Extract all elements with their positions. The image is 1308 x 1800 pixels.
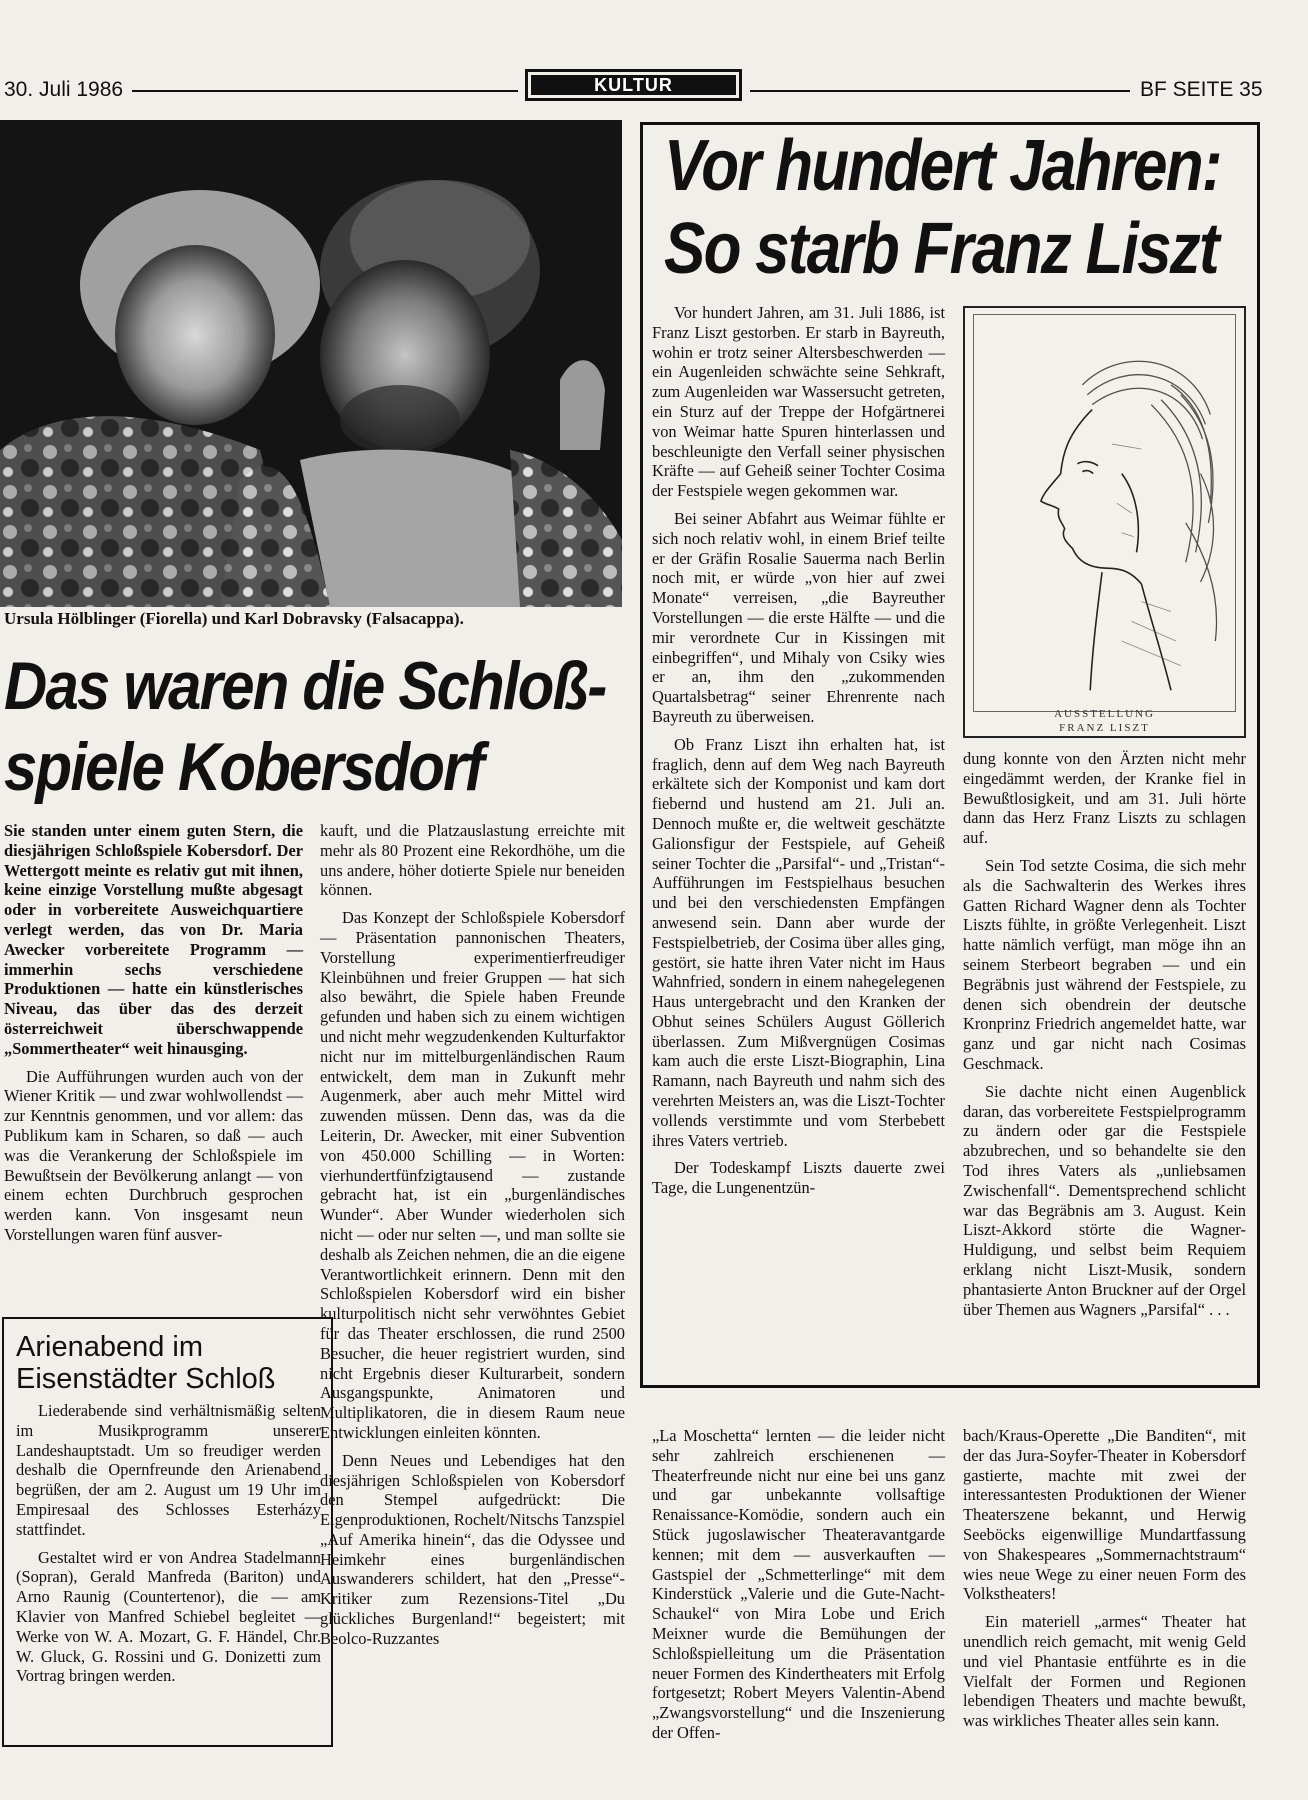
liszt-illustration — [963, 306, 1246, 738]
liszt-column-1 — [652, 303, 945, 1198]
article-para: „La Moschetta“ lernten — die leider nicht sehr zahlreich erschienenen — Theaterfreunde nicht nur eine bei uns ganz und gar unbekannte vollsaftige Renaissance-Komödie, sondern auch ein Stück jugoslawischer Theateravantgarde kennen; mit dem — ausverkauften — Gastspiel der „Schmetterlinge“ mit dem Kinderstück „Valerie und die Gute-Nacht-Schaukel“ von Mira Lobe und Erich Meixner wurde die Bemühungen der Schloßspielleitung um die Präsentation neuer Formen des Kindertheaters mit Erfolg fortgesetzt; Robert Meyers Valentin-Abend „Zwangsvorstellung“ und die Inszenierung der Offen- — [652, 1426, 945, 1742]
arienabend-para: Liederabende sind verhältnismäßig selten im Musikprogramm unserer Landeshauptstadt. Um so freudiger werden deshalb die Opernfreunde den Arienabend begrüßen, der am 2. August um 19 Uhr im Empiresaal des Schlosses Esterházy stattfindet. — [16, 1401, 321, 1539]
liszt-headline-line1: Vor hundert Jahren: — [664, 126, 1221, 206]
liszt-para: Sie dachte nicht einen Augenblick daran, das vorbereitete Festspielprogramm zu ändern oder gar die Festspiele abzubrechen, und so behandelte sie den Tod ihres Vaters als „unliebsamen Zwischenfall“. Dementsprechend schlicht war das Begräbnis am 3. August. Kein Liszt-Akkord störte die Wagner-Huldigung, und selbst beim Requiem erklang nicht Liszt-Musik, sondern phantasierte Anton Bruckner auf der Orgel über Themen aus Wagners „Parsifal“ . . . — [963, 1081, 1246, 1319]
schlossspiele-column-2 — [320, 821, 625, 1649]
liszt-column-2 — [963, 749, 1246, 1319]
photo-illustration — [0, 120, 622, 607]
section-label: KULTUR — [531, 75, 736, 95]
article-para: Denn Neues und Lebendiges hat den diesjährigen Schloßspielen von Kobersdorf den Stempel aufgedrückt: Die Eigenproduktionen, Rochelt/Nitschs Tanzspiel „Auf Amerika hinein“, das die Odyssee und Heimkehr eines burgenländischen Auswanderers schildert, hat den „Presse“-Kritiker zum Rezensions-Titel „Du glückliches Burgenland!“ begeistert; mit Beolco-Ruzzantes — [320, 1450, 625, 1648]
liszt-para: Sein Tod setzte Cosima, die sich mehr als die Sachwalterin des Werkes ihres Gatten Richard Wagner denn als Tochter Liszts fühlte, in größte Verlegenheit. Liszt hatte nämlich verfügt, man möge ihn an seinem Sterbeort begraben — und ein Begräbnis just während der Festspiele, zu denen sich obendrein der deutsche Kronprinz Friedrich angemeldet hatte, war ganz und gar nicht nach Cosimas Geschmack. — [963, 855, 1246, 1073]
liszt-para: Vor hundert Jahren, am 31. Juli 1886, ist Franz Liszt gestorben. Er starb in Bayreuth, wohin er trotz seiner Altersbeschwerden — ein Augenleiden schwächte seine Sehkraft, zum Augenleiden war Wassersucht getreten, ein Sturz auf der Treppe der Hofgärtnerei von Weimar hatte Spuren hinterlassen und beschleunigte den Verfall seiner physischen Kräfte — auf Geheiß seiner Tochter Cosima der Festspiele wegen gekommen war. — [652, 303, 945, 501]
photo-caption: Ursula Hölblinger (Fiorella) und Karl Dobravsky (Falsacappa). — [4, 609, 464, 628]
liszt-para: Ob Franz Liszt ihn erhalten hat, ist fraglich, denn auf dem Weg nach Bayreuth erkältete sich der Komponist und kam dort fiebernd und hustend am 21. Juli an. Dennoch mußte er, die weltweit geschätzte Galionsfigur der Festspiele, auf Geheiß seiner Tochter die „Parsifal“- und „Tristan“-Aufführungen im Festspielhaus besuchen und bei den verschiedensten Empfängen anwesend sein. Dann aber wurde der Festspielbetrieb, der Cosima über alles ging, gestört, sie hatte ihren Vater nicht im Haus Wahnfried, sondern in einem nahegelegenen Haus untergebracht und den Kranken der Obhut seines Schülers August Göllerich überlassen. Zum Mißvergnügen Cosimas kam auch die erste Liszt-Biographin, Lina Ramann, nach Bayreuth und nahm sich des verehrten Meisters an, was die Liszt-Tochter vollends verstimmte und vom Sterbebett ihres Vaters vertrieb. — [652, 734, 945, 1150]
schlossspiele-column-3 — [652, 1426, 945, 1743]
section-label-box — [525, 69, 742, 101]
issue-date: 30. Juli 1986 — [4, 78, 124, 101]
arienabend-box — [2, 1317, 333, 1747]
page-number: BF SEITE 35 — [1140, 78, 1263, 101]
liszt-sketch — [973, 314, 1236, 712]
illustration-label-2: FRANZ LISZT — [1059, 722, 1150, 734]
article-para: Ein materiell „armes“ Theater hat unendlich reich gemacht, mit wenig Geld und viel Phantasie entführte es in die Vielfalt der Formen und Regionen lebendigen Theaters und machte bewußt, was wirkliches Theater alles sein kann. — [963, 1612, 1246, 1731]
arienabend-text — [16, 1401, 321, 1686]
illustration-label-1: AUSSTELLUNG — [1054, 708, 1155, 720]
header-rule-right — [750, 90, 1130, 92]
lead-para: Sie standen unter einem guten Stern, die diesjährigen Schloßspiele Kobersdorf. Der Wettergott meinte es relativ gut mit ihnen, keine einzige Vorstellung mußte abgesagt oder in vorbereitete Ausweichquartiere verlegt werden, das von Dr. Maria Awecker vorbereitete Programm — immerhin sechs verschiedene Produktionen — hatte ein künstlerisches Niveau, das über das des derzeit österreichweit überschwappende „Sommertheater“ weit hinausging. — [4, 821, 303, 1058]
schlossspiele-headline-line1: Das waren die Schloß- — [4, 648, 606, 724]
article-para: Das Konzept der Schloßspiele Kobersdorf — Präsentation pannonischen Theaters, Vorstellung experimentierfreudiger Kleinbühnen und freier Gruppen — hat sich also bewährt, die Spiele haben Freunde gefunden und haben sich zu einem wichtigen und nicht mehr wegzudenkenden Kulturfaktor nicht nur im mittelburgenländischen Raum entwickelt, dem man in Zukunft mehr Augenmerk, aber auch mehr Mittel wird zuwenden müssen. Denn das, was da die Leiterin, Dr. Awecker, mit einer Subvention von 450.000 Schilling — in Worten: vierhundertfünfzigtausend — zustande gebracht hat, ist ein „burgenländisches Wunder“. Aber Wunder wiederholen sich nicht — oder nur selten —, und man sollte sie deshalb als Zeichen nehmen, die an die eigene Verantwortlichkeit erinnern. Denn mit den Schloßspielen Kobersdorf wird ein bisher kulturpolitisch nicht sehr verwöhntes Gebiet für das Theater erschlossen, die rund 2500 Besucher, die heuer registriert wurden, sind nicht Ergebnis dieser Kulturarbeit, sondern Ausgangspunkte, Animatoren und Multiplikatoren, die in diesem Raum neue Entwicklungen einleiten könnten. — [320, 908, 625, 1442]
arienabend-para: Gestaltet wird er von Andrea Stadelmann (Sopran), Gerald Manfreda (Bariton) und Arno Raunig (Countertenor), die — am Klavier von Manfred Schiebel begleitet — Werke von W. A. Mozart, G. F. Händel, Chr. W. Gluck, G. Rossini und G. Donizetti zum Vortrag bringen werden. — [16, 1547, 321, 1686]
schlossspiele-headline-line2: spiele Kobersdorf — [4, 729, 483, 805]
liszt-box-top-rule — [640, 122, 1260, 125]
header-rule-left — [132, 90, 518, 92]
liszt-headline-line2: So starb Franz Liszt — [664, 209, 1218, 289]
liszt-box-right-rule — [1257, 122, 1260, 1387]
liszt-para: Der Todeskampf Liszts dauerte zwei Tage, die Lungenentzün- — [652, 1158, 945, 1198]
liszt-box-left-rule — [640, 122, 643, 1387]
article-para: kauft, und die Platzauslastung erreichte mit mehr als 80 Prozent eine Rekordhöhe, um die uns andere, höher dotierte Spiele nur beneiden können. — [320, 821, 625, 900]
schlossspiele-column-1 — [4, 821, 303, 1245]
arienabend-title-line1: Arienabend im — [16, 1331, 203, 1363]
article-para: bach/Kraus-Operette „Die Banditen“, mit der das Jura-Soyfer-Theater in Kobersdorf gastierte, machte mit zwei der interessantesten Produktionen der Wiener Theaterszene bekannt, und Herwig Seeböcks eigenwillige Mundartfassung von Shakespeares „Sommernachtstraum“ wies neue Wege zu einer neuen Form des Volkstheaters! — [963, 1426, 1246, 1604]
arienabend-content — [16, 1331, 321, 1686]
liszt-portrait — [974, 315, 1235, 711]
liszt-para: dung konnte von den Ärzten nicht mehr eingedämmt werden, der Kranke fiel in Bewußtlosigkeit, und am 31. Juli hörte dann das Herz Franz Liszts zu schlagen auf. — [963, 749, 1246, 848]
schlossspiele-column-4 — [963, 1426, 1246, 1731]
liszt-box-bottom-rule — [640, 1385, 1260, 1388]
arienabend-title-line2: Eisenstädter Schloß — [16, 1363, 276, 1395]
liszt-para: Bei seiner Abfahrt aus Weimar fühlte er sich noch relativ wohl, in einem Brief teilte er der Gräfin Rosalie Sauerma nach Berlin noch mit, er würde „von hier auf zwei Monate“ verreisen, „die Bayreuther Vorstellungen — die erste Hälfte — und die mir verordnete Cur in Kissingen mit einbegriffen“, und Mihaly von Csiky wies er an, ihm den „zukommenden Quartalsbetrag“ seiner Ehrenrente nach Bayreuth zu überweisen. — [652, 508, 945, 726]
theater-photo — [0, 120, 622, 607]
article-para: Die Aufführungen wurden auch von der Wiener Kritik — und zwar wohlwollendst — zur Kenntnis genommen, und vor allem: das Publikum kam in Scharen, so daß — auch was die Verankerung der Schloßspiele im Bewußtsein der Bevölkerung anlangt — von einem echten Durchbruch gesprochen werden kann. Von insgesamt neun Vorstellungen waren fünf ausver- — [4, 1066, 303, 1244]
